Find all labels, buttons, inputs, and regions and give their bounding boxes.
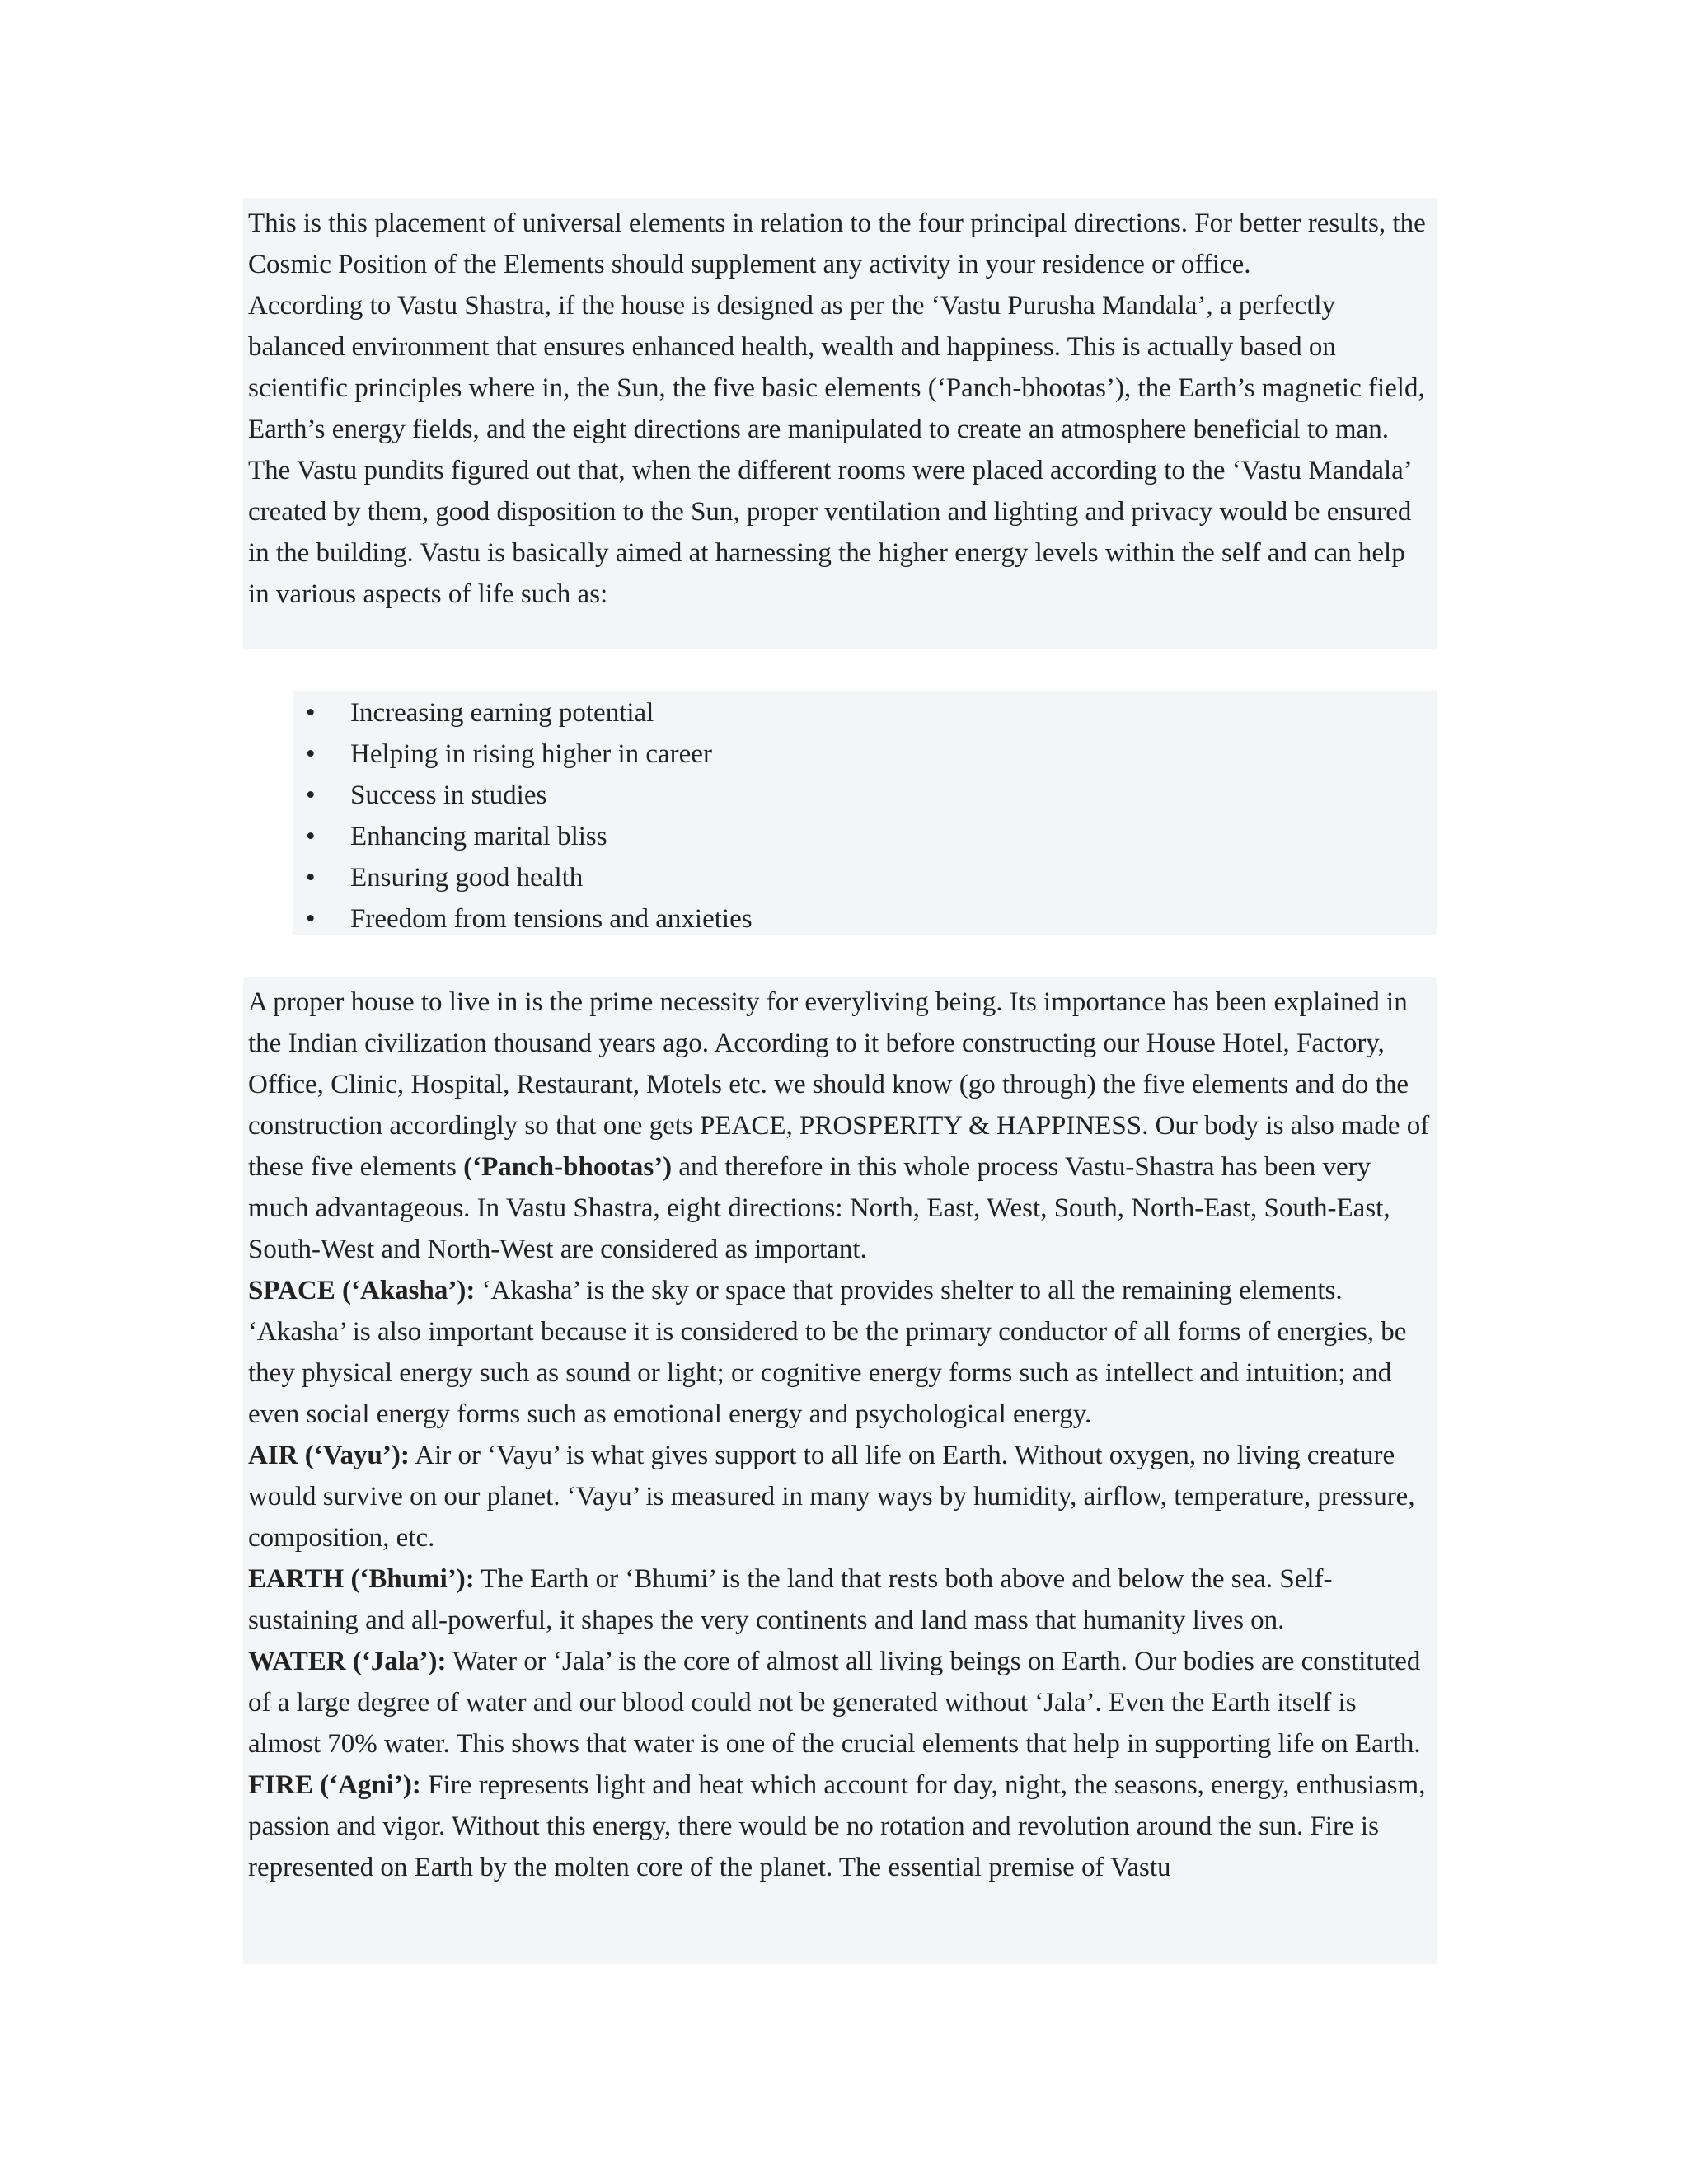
main-paragraph-text-a: A proper house to live in is the prime necessity for everyliving being. Its importance has been explained in the Indian civilization thousand years ago. According to it before constructing our House Hotel, Factory, Office, Clinic, Hospital, Restaurant, Motels etc. we should know (go through) the five elements and do the construction accordingly so that one gets PEACE, PROSPERITY & HAPPINESS. Our body is also made of these five elements	[248, 987, 1430, 1182]
list-item	[298, 692, 1432, 733]
water-heading: WATER (‘Jala’):	[248, 1647, 447, 1676]
bullet-icon: •	[306, 822, 316, 851]
panch-bhootas-emphasis: (‘Panch-bhootas’)	[463, 1152, 673, 1182]
list-item	[298, 857, 1432, 898]
water-paragraph	[248, 1641, 1432, 1765]
benefits-list-section	[293, 691, 1437, 935]
bullet-icon: •	[306, 904, 316, 934]
fire-text: Fire represents light and heat which account for day, night, the seasons, energy, enthusiasm, passion and vigor. Without this energy, there would be no rotation and revolution around the sun. Fire is represented on Earth by the molten core of the planet. The essential premise of Vastu	[248, 1770, 1426, 1882]
bullet-icon: •	[306, 698, 316, 728]
list-item	[298, 898, 1432, 940]
benefits-list	[298, 692, 1432, 940]
intro-paragraph-1: This is this placement of universal elements in relation to the four principal directions. For better results, the Cosmic Position of the Elements should supplement any activity in your residence or office.	[248, 209, 1426, 279]
list-item	[298, 775, 1432, 816]
list-item-text: Increasing earning potential	[350, 698, 654, 728]
list-item	[298, 816, 1432, 857]
air-paragraph	[248, 1435, 1432, 1558]
intro-section	[243, 198, 1437, 649]
list-item-text: Success in studies	[350, 780, 547, 810]
earth-text: The Earth or ‘Bhumi’ is the land that rests both above and below the sea. Self-sustaining and all-powerful, it shapes the very continents and land mass that humanity lives on.	[248, 1564, 1333, 1635]
list-item-text: Enhancing marital bliss	[350, 822, 607, 851]
earth-paragraph	[248, 1558, 1432, 1641]
fire-heading: FIRE (‘Agni’):	[248, 1770, 421, 1800]
intro-paragraph-2: According to Vastu Shastra, if the house is designed as per the ‘Vastu Purusha Mandala’, a perfectly balanced environment that ensures enhanced health, wealth and happiness. This is actually based on scientific principles where in, the Sun, the five basic elements (‘Panch-bhootas’), the Earth’s magnetic field, Earth’s energy fields, and the eight directions are manipulated to create an atmosphere beneficial to man. The Vastu pundits figured out that, when the different rooms were placed according to the ‘Vastu Mandala’ created by them, good disposition to the Sun, proper ventilation and lighting and privacy would be ensured in the building. Vastu is basically aimed at harnessing the higher energy levels within the self and can help in various aspects of life such as:	[248, 291, 1425, 609]
fire-paragraph	[248, 1765, 1432, 1888]
elements-section	[243, 977, 1437, 1964]
bullet-icon: •	[306, 780, 316, 810]
list-item-text: Freedom from tensions and anxieties	[350, 904, 753, 934]
main-paragraph-text-b: and therefore in this whole process Vastu-Shastra has been very much advantageous. In Vastu Shastra, eight directions: North, East, West, South, North-East, South-East, South-West and North-West are considered as important.	[248, 1152, 1390, 1264]
space-paragraph	[248, 1270, 1432, 1435]
list-item-text: Helping in rising higher in career	[350, 739, 712, 769]
bullet-icon: •	[306, 739, 316, 769]
earth-heading: EARTH (‘Bhumi’):	[248, 1564, 475, 1594]
water-text: Water or ‘Jala’ is the core of almost all living beings on Earth. Our bodies are constituted of a large degree of water and our blood could not be generated without ‘Jala’. Even the Earth itself is almost 70% water. This shows that water is one of the crucial elements that help in supporting life on Earth.	[248, 1647, 1421, 1759]
air-heading: AIR (‘Vayu’):	[248, 1441, 410, 1470]
list-item-text: Ensuring good health	[350, 863, 584, 893]
air-text: Air or ‘Vayu’ is what gives support to all life on Earth. Without oxygen, no living creature would survive on our planet. ‘Vayu’ is measured in many ways by humidity, airflow, temperature, pressure, composition, etc.	[248, 1441, 1415, 1553]
list-item	[298, 733, 1432, 775]
space-text: ‘Akasha’ is the sky or space that provides shelter to all the remaining elements. ‘Akasha’ is also important because it is considered to be the primary conductor of all forms of energies, be they physical energy such as sound or light; or cognitive energy forms such as intellect and intuition; and even social energy forms such as emotional energy and psychological energy.	[248, 1276, 1407, 1429]
main-paragraph	[248, 982, 1432, 1270]
space-heading: SPACE (‘Akasha’):	[248, 1276, 476, 1305]
bullet-icon: •	[306, 863, 316, 893]
